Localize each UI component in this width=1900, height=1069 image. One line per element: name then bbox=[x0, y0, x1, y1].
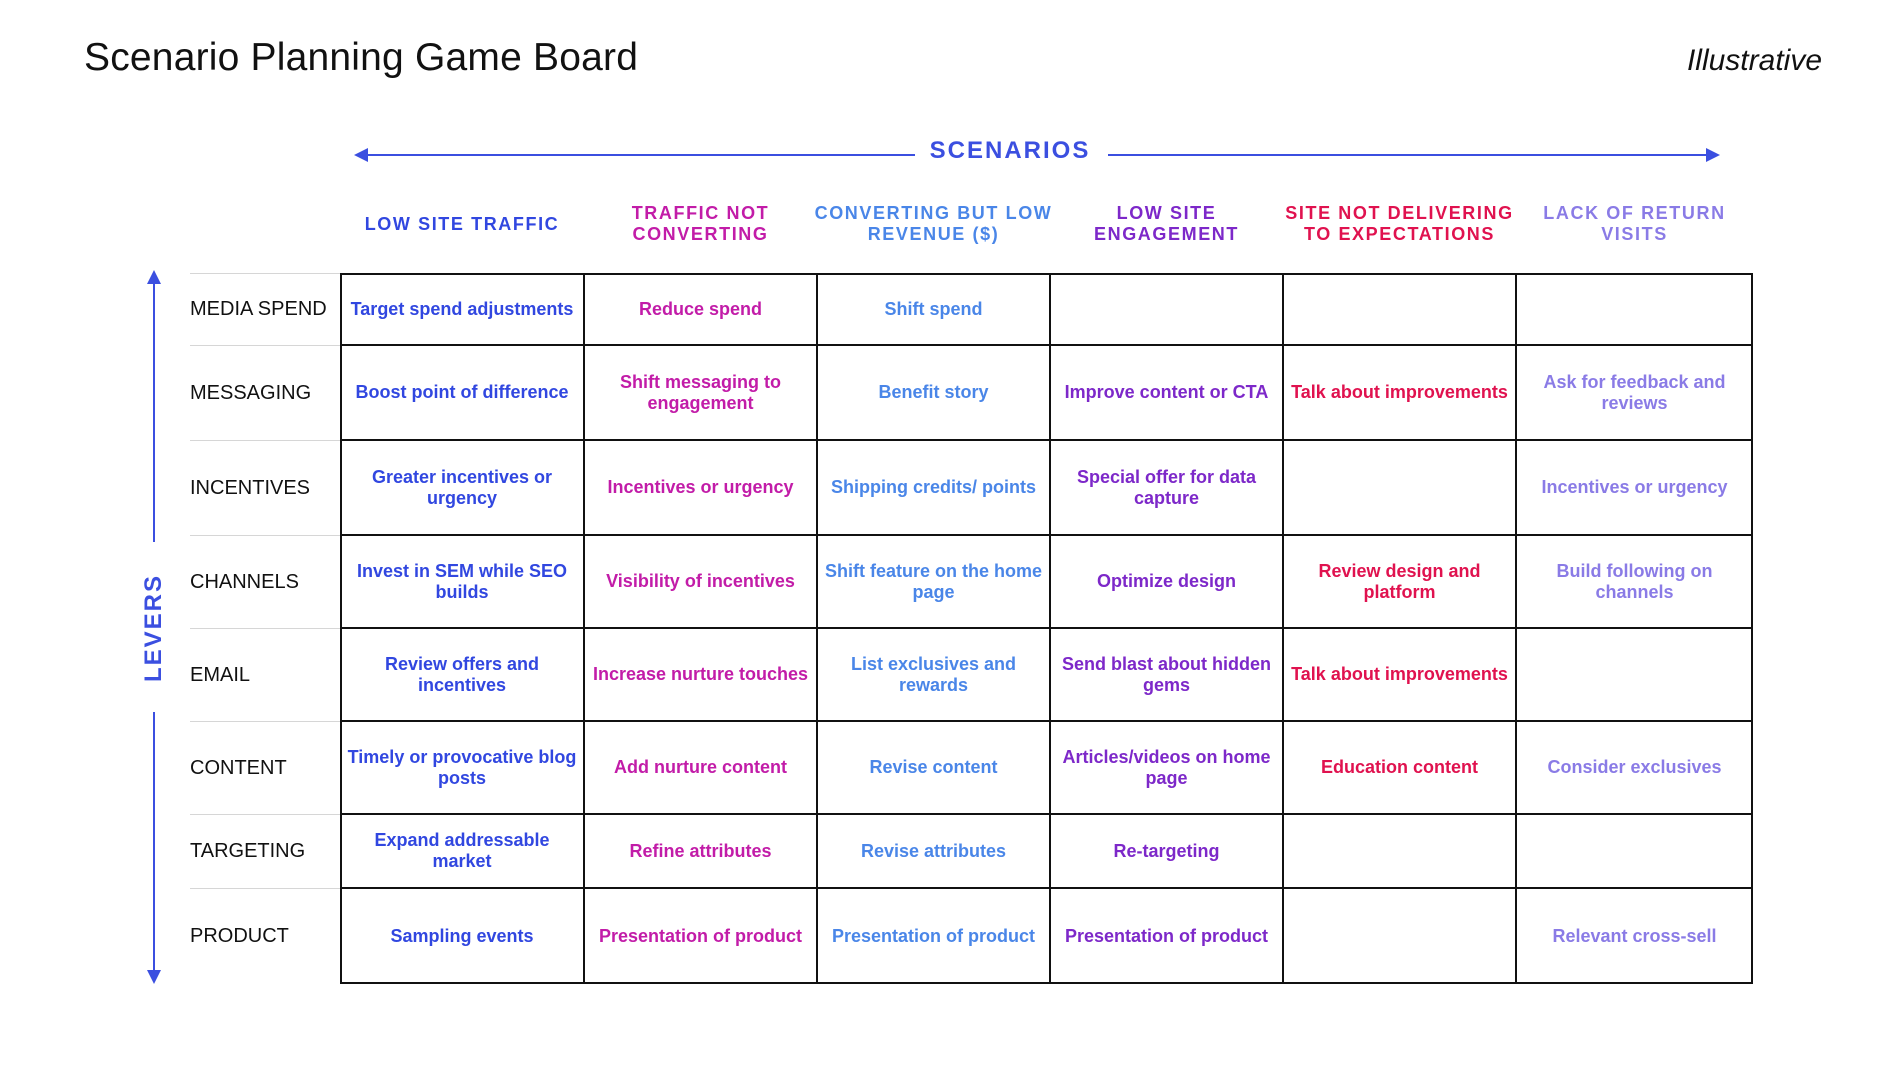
grid-cell: Review offers and incentives bbox=[384, 653, 540, 695]
grid-cell: Timely or provocative blog posts bbox=[347, 746, 577, 788]
grid-cell: Re-targeting bbox=[1113, 840, 1220, 861]
grid-cell: Talk about improvements bbox=[1291, 382, 1508, 402]
column-header: LACK OF RETURN VISITS bbox=[1543, 203, 1726, 244]
grid-cell: Increase nurture touches bbox=[592, 664, 809, 684]
grid-cell: Relevant cross-sell bbox=[1552, 925, 1717, 946]
grid-cell bbox=[1516, 273, 1753, 345]
grid-cell: Presentation of product bbox=[598, 925, 802, 946]
column-header: LOW SITE TRAFFIC bbox=[364, 213, 560, 234]
grid-cell: Incentives or urgency bbox=[1541, 477, 1728, 497]
grid-cell: Reduce spend bbox=[638, 298, 763, 319]
grid-cell: Visibility of incentives bbox=[606, 571, 795, 591]
grid-cell: Shift messaging to engagement bbox=[619, 371, 781, 413]
row-label: MEDIA SPEND bbox=[190, 273, 340, 345]
grid-cell bbox=[1050, 273, 1283, 345]
grid-cell: Invest in SEM while SEO builds bbox=[356, 560, 568, 602]
grid-cell: Presentation of product bbox=[831, 925, 1035, 946]
grid-cell: Sampling events bbox=[390, 925, 534, 946]
scenarios-label: SCENARIOS bbox=[929, 137, 1091, 164]
grid-cell: Incentives or urgency bbox=[607, 477, 794, 497]
row-label: INCENTIVES bbox=[190, 440, 340, 535]
scenarios-axis-line-left bbox=[362, 154, 915, 156]
grid-cell bbox=[1516, 628, 1753, 721]
grid-cell: Build following on channels bbox=[1556, 560, 1713, 602]
column-header: SITE NOT DELIVERING TO EXPECTATIONS bbox=[1285, 203, 1514, 244]
grid-cell bbox=[1283, 814, 1516, 888]
row-label: CONTENT bbox=[190, 721, 340, 814]
scenarios-arrow-right-icon bbox=[1706, 148, 1720, 162]
grid-cell: Revise attributes bbox=[860, 840, 1007, 861]
grid-cell: Education content bbox=[1321, 757, 1478, 777]
scenarios-axis-line-right bbox=[1108, 154, 1708, 156]
grid-cell: Improve content or CTA bbox=[1064, 382, 1269, 402]
grid-cell bbox=[1283, 440, 1516, 535]
grid-cell bbox=[1283, 273, 1516, 345]
grid-cell bbox=[1516, 814, 1753, 888]
column-header: TRAFFIC NOT CONVERTING bbox=[631, 203, 770, 244]
row-label: PRODUCT bbox=[190, 888, 340, 984]
grid-cell: Greater incentives or urgency bbox=[371, 466, 553, 508]
grid-cell: Consider exclusives bbox=[1547, 757, 1722, 777]
grid-cell: Add nurture content bbox=[614, 757, 787, 777]
grid-cell: Send blast about hidden gems bbox=[1061, 653, 1271, 695]
grid-cell: Shipping credits/ points bbox=[830, 477, 1036, 497]
row-label: EMAIL bbox=[190, 628, 340, 721]
row-label: CHANNELS bbox=[190, 535, 340, 628]
grid-cell: Articles/videos on home page bbox=[1062, 746, 1271, 788]
illustrative-tag: Illustrative bbox=[1686, 44, 1822, 77]
column-header: LOW SITE ENGAGEMENT bbox=[1093, 203, 1239, 244]
grid-cell bbox=[1283, 888, 1516, 984]
grid-cell: Presentation of product bbox=[1064, 925, 1268, 946]
row-label: TARGETING bbox=[190, 814, 340, 888]
grid-cell: Benefit story bbox=[878, 382, 989, 402]
page-title: Scenario Planning Game Board bbox=[84, 36, 639, 79]
grid-cell: Ask for feedback and reviews bbox=[1543, 371, 1726, 413]
grid-cell: Boost point of difference bbox=[355, 382, 569, 402]
row-label: MESSAGING bbox=[190, 345, 340, 440]
levers-label: LEVERS bbox=[140, 573, 167, 683]
levers-axis-line-bottom bbox=[153, 712, 155, 974]
grid-cell: List exclusives and rewards bbox=[850, 653, 1017, 695]
levers-axis-line-top bbox=[153, 282, 155, 542]
grid-cell: Review design and platform bbox=[1318, 560, 1481, 602]
levers-arrow-down-icon bbox=[147, 970, 161, 984]
grid-cell: Optimize design bbox=[1096, 571, 1237, 591]
grid-cell: Shift feature on the home page bbox=[824, 560, 1042, 602]
column-header: CONVERTING BUT LOW REVENUE ($) bbox=[814, 203, 1053, 244]
grid-cell: Expand addressable market bbox=[374, 830, 550, 871]
grid-cell: Shift spend bbox=[884, 298, 983, 319]
grid-cell: Special offer for data capture bbox=[1076, 466, 1257, 508]
grid-cell: Refine attributes bbox=[629, 840, 772, 861]
grid-cell: Talk about improvements bbox=[1291, 664, 1508, 684]
grid-cell: Target spend adjustments bbox=[350, 298, 574, 319]
grid-cell: Revise content bbox=[869, 757, 998, 777]
